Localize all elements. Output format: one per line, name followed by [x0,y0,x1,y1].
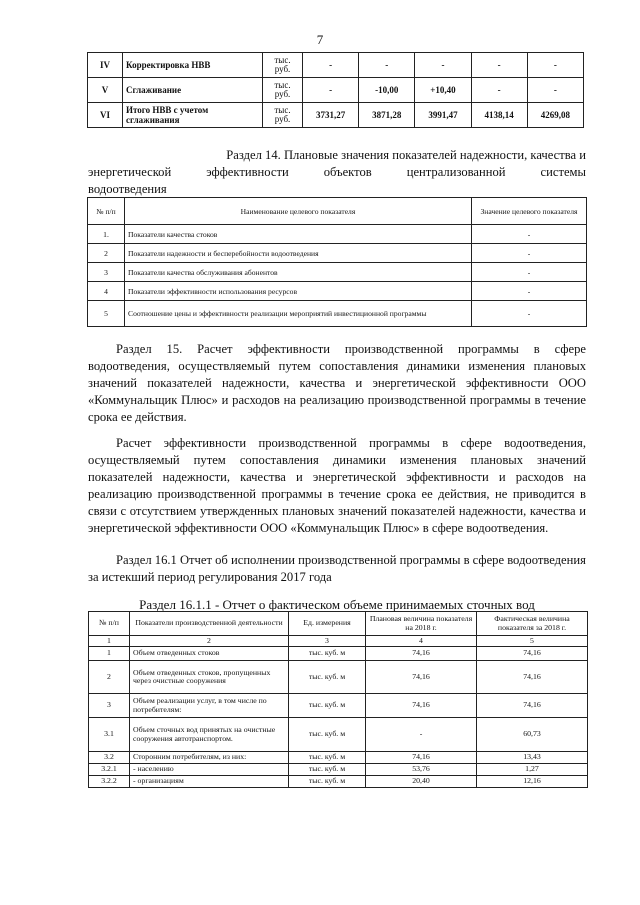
row-unit: тыс. руб. [263,53,303,78]
section-14-line3: водоотведения [88,182,167,196]
section-14-word: энергетической [88,165,172,179]
table-header-row [89,612,588,636]
row-value: - [472,225,587,244]
header-name: Наименование целевого показателя [125,198,472,225]
row-value: - [472,263,587,282]
row-unit: тыс. руб. [263,78,303,103]
row-roman: VI [88,103,123,128]
table-row [88,78,584,103]
row-name: Показатели надежности и бесперебойности водоотведения [125,244,472,263]
section-14-line2 [88,164,586,181]
index-cell: 5 [477,636,588,647]
row-unit: тыс. куб. м [289,718,366,752]
row-num: 1 [89,647,130,661]
header-fact: Фактическая величина показателя за 2018 г. [477,612,588,636]
table-row [88,301,587,327]
table-row [88,282,587,301]
row-unit: тыс. куб. м [289,661,366,694]
table-row [88,244,587,263]
row-name: Сторонним потребителям, из них: [130,752,289,764]
table-row [88,263,587,282]
section-15-text: Раздел 15. Расчет эффективности производственной программы в сфере водоотведения, осуществляемый путем сопоставления динамики изменения плановых значений показателей надежности, качества и энергетической эффективности ООО «Коммунальщик Плюс» и расходов на реализацию производственной программы в течение срока ее действия. [88,342,586,424]
row-roman: IV [88,53,123,78]
wastewater-volume-table [88,611,588,788]
section-14-word: объектов [323,165,372,179]
row-name: Показатели эффективности использования ресурсов [125,282,472,301]
row-name: - населению [130,764,289,776]
table-row [88,53,584,78]
row-value: - [303,78,359,103]
header-name: Показатели производственной деятельности [130,612,289,636]
table-row [89,647,588,661]
row-num: 5 [88,301,125,327]
row-value: +10,40 [415,78,471,103]
row-roman: V [88,78,123,103]
section-16-1-heading: Раздел 16.1 Отчет об исполнении производственной программы в сфере водоотведения за истекший период регулирования 2017 года [88,553,586,584]
row-name: Соотношение цены и эффективности реализации мероприятий инвестиционной программы [125,301,472,327]
row-plan: 53,76 [366,764,477,776]
header-num: № п/п [88,198,125,225]
row-num: 3.2.1 [89,764,130,776]
index-cell: 3 [289,636,366,647]
row-plan: 74,16 [366,647,477,661]
row-value: - [471,53,527,78]
section-14-line1: Раздел 14. Плановые значения показателей надежности, качества и [226,148,586,162]
target-indicators-table [87,197,587,327]
index-row [89,636,588,647]
nvv-table [87,52,584,128]
row-unit: тыс. куб. м [289,694,366,718]
table-row [88,225,587,244]
row-plan: 74,16 [366,752,477,764]
index-cell: 2 [130,636,289,647]
row-unit: тыс. куб. м [289,647,366,661]
row-plan: 74,16 [366,694,477,718]
row-num: 3 [89,694,130,718]
row-value: 3991,47 [415,103,471,128]
row-num: 2 [88,244,125,263]
row-name: Сглаживание [123,78,263,103]
row-fact: 13,43 [477,752,588,764]
header-num: № п/п [89,612,130,636]
row-unit: тыс. руб. [263,103,303,128]
table-row [89,694,588,718]
row-num: 2 [89,661,130,694]
section-14-word: централизованной [406,165,506,179]
row-name: Корректировка НВВ [123,53,263,78]
section-14-heading [88,147,586,198]
row-value: 4269,08 [527,103,583,128]
row-unit: тыс. куб. м [289,776,366,788]
row-value: 3871,28 [359,103,415,128]
header-unit: Ед. измерения [289,612,366,636]
row-fact: 74,16 [477,694,588,718]
table-row [89,661,588,694]
row-value: - [303,53,359,78]
row-value: - [471,78,527,103]
header-value: Значение целевого показателя [472,198,587,225]
row-plan: - [366,718,477,752]
row-name: Объем реализации услуг, в том числе по потребителям: [130,694,289,718]
row-fact: 60,73 [477,718,588,752]
row-fact: 74,16 [477,647,588,661]
row-value: - [472,282,587,301]
row-name: Объем сточных вод принятых на очистные сооружения автотранспортом. [130,718,289,752]
row-value: - [527,53,583,78]
row-fact: 1,27 [477,764,588,776]
row-value: 4138,14 [471,103,527,128]
row-fact: 74,16 [477,661,588,694]
row-name: - организациям [130,776,289,788]
row-name: Показатели качества стоков [125,225,472,244]
row-num: 3.2.2 [89,776,130,788]
row-num: 3.1 [89,718,130,752]
index-cell: 4 [366,636,477,647]
row-unit: тыс. куб. м [289,752,366,764]
row-name: Объем отведенных стоков [130,647,289,661]
row-value: 3731,27 [303,103,359,128]
row-name: Итого НВВ с учетом сглаживания [123,103,263,128]
table-row [89,718,588,752]
row-plan: 20,40 [366,776,477,788]
row-name: Объем отведенных стоков, пропущенных через очистные сооружения [130,661,289,694]
calculation-paragraph: Расчет эффективности производственной программы в сфере водоотведения, осуществляемый путем сопоставления динамики изменения плановых значений показателей надежности, качества и энергетической эффективности и расходов на реализацию производственной программы в течение срока ее действия, не приводится в связи с отсутствием утвержденных плановых значений показателей надежности, качества и энергетической эффективности ООО «Коммунальщик Плюс» в сфере водоотведения. [88,436,586,535]
row-value: - [472,244,587,263]
row-num: 3 [88,263,125,282]
row-value: -10,00 [359,78,415,103]
section-14-word: эффективности [206,165,289,179]
header-plan: Плановая величина показателя на 2018 г. [366,612,477,636]
table-row [89,776,588,788]
row-fact: 12,16 [477,776,588,788]
section-14-word: системы [540,165,586,179]
table-row [88,103,584,128]
row-num: 4 [88,282,125,301]
table-header-row [88,198,587,225]
table-row [89,764,588,776]
row-name: Показатели качества обслуживания абонентов [125,263,472,282]
row-value: - [472,301,587,327]
row-value: - [527,78,583,103]
row-num: 3.2 [89,752,130,764]
row-num: 1. [88,225,125,244]
table-row [89,752,588,764]
section-16-1-1-heading: Раздел 16.1.1 - Отчет о фактическом объеме принимаемых сточных вод [139,597,535,612]
page-number: 7 [316,32,324,47]
row-value: - [359,53,415,78]
row-value: - [415,53,471,78]
index-cell: 1 [89,636,130,647]
row-plan: 74,16 [366,661,477,694]
row-unit: тыс. куб. м [289,764,366,776]
